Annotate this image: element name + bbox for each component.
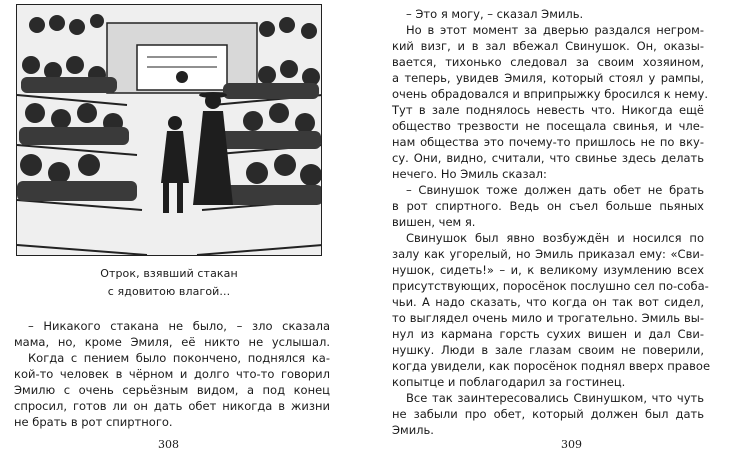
text-line: чьи. А надо сказать, что когда он так вот сидел, [392,295,704,309]
text-line: не забыли про обет, который должен был дать [392,407,704,421]
text-line: нушок, сидеть!» – и, к великому изумлению всех [392,263,704,277]
text-line: а теперь, увидев Эмиля, который стоял у рампы, [392,71,704,85]
text-line: залу как угорелый, но Эмиль приказал ему: «Сви- [392,247,704,261]
text-line: Тут в зале поднялось невесть что. Никогда ещё [392,103,704,117]
text-line: Но в этот момент за дверью раздался негром- [406,23,704,37]
text-line: нечего. Но Эмиль сказал: [392,167,547,181]
text-line: общество трезвости не посещала свинья, и чле- [392,119,704,133]
text-line: су. Они, видно, считали, что свинье здесь делать [392,151,704,165]
text-line: нам общества это почему-то пришлось не по вку- [392,135,704,149]
text-line: присутствующих, поросёнок послушно сел по-соба- [392,279,709,293]
text-line: в рот спиртного. Ведь он съел больше пьяных [392,199,704,213]
text-line: – Это я могу, – сказал Эмиль. [406,7,584,21]
illustration-drawing [17,5,322,256]
text-line: вается, тихонько следовал за своим хозяином, [392,55,704,69]
text-line: вишен, чем я. [392,215,476,229]
text-line: кий визг, и в зал вбежал Свинушок. Он, оказы- [392,39,704,53]
text-line: нушку. Люди в зале глазам своим не поверили, [392,343,704,357]
text-line: нул из кармана горсть сухих вишен и дал Сви- [392,327,704,341]
text-line: то выглядел очень мило и трогательно. Эмиль вы- [392,311,704,325]
text-line: Эмилю с очень серьёзным видом, а под конец [14,383,330,397]
illustration-caption-line: Отрок, взявший стакан [100,267,238,280]
text-line: Когда с пением было покончено, поднялся ка- [28,351,330,365]
right-page [368,0,736,455]
text-line: – Никакого стакана не было, – зло сказала [28,319,330,333]
text-line: копытце и поблагодарил за гостинец. [392,375,626,389]
text-line: Свинушок был явно возбуждён и носился по [406,231,704,245]
text-line: кой-то человек в чёрном и долго что-то говорил [14,367,330,381]
text-line: Все так заинтересовались Свинушком, что чуть [406,391,704,405]
text-line: спросил, готов ли он дать обет никогда в жизни [14,399,330,413]
illustration-caption-line: с ядовитою влагой... [107,285,231,298]
page-number: 308 [158,438,179,451]
text-line: когда увидели, как поросёнок поднял вверх правое [392,359,711,373]
text-line: не брать в рот спиртного. [14,415,173,429]
page-number: 309 [561,438,582,451]
text-line: очень обрадовался и вприпрыжку бросился к нему. [392,87,709,101]
text-line: – Свинушок тоже должен дать обет не брать [406,183,704,197]
illustration-meeting-hall [16,4,322,256]
text-line: мама, но, кроме Эмиля, её никто не услышал. [14,335,330,349]
text-line: Эмиль. [392,423,434,437]
